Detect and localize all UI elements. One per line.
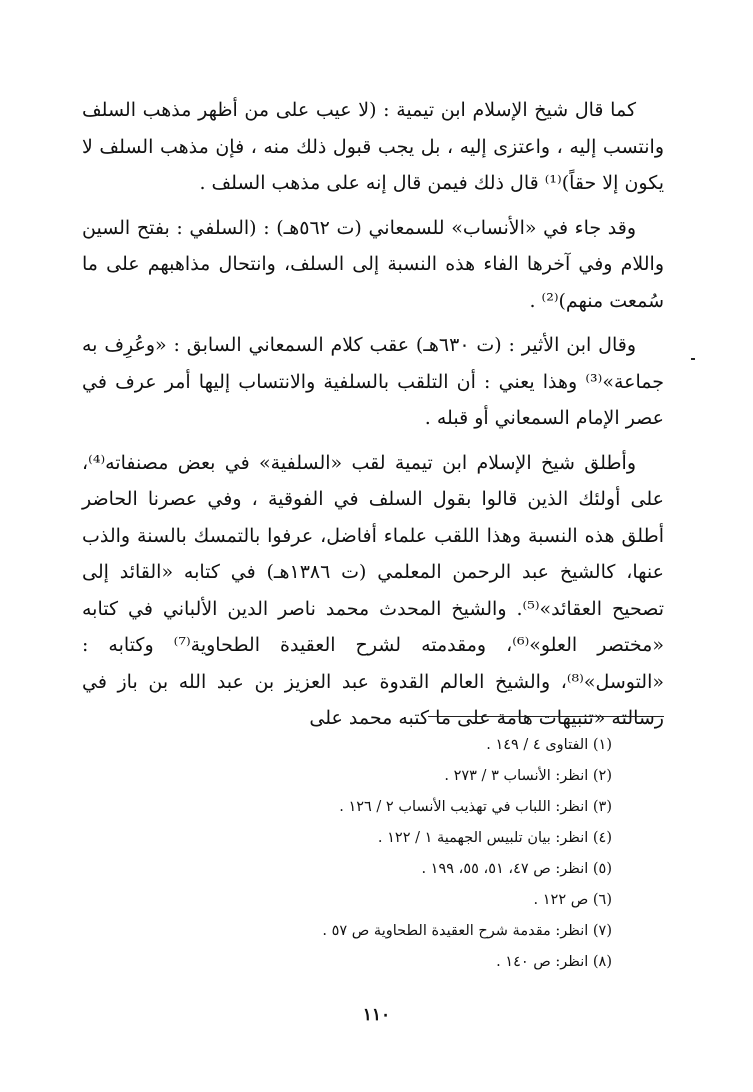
paragraph-4: وأطلق شيخ الإسلام ابن تيمية لقب «السلفية» في بعض مصنفاته⁽⁴⁾، على أولئك الذين قالوا بقول السلف في الفوقية ، وفي عصرنا الحاضر أطلق هذه النسبة وهذا اللقب علماء أفاضل، عرفوا بالتمسك بالسنة والذب عنها، كالشيخ عبد الرحمن المعلمي (ت ١٣٨٦هـ) في كتابه «القائد إلى تصحيح العقائد»⁽⁵⁾. والشيخ المحدث محمد ناصر الدين الألباني في كتابه «مختصر العلو»⁽⁶⁾، ومقدمته لشرح العقيدة الطحاوية⁽⁷⁾ وكتابه : «التوسل»⁽⁸⁾، والشيخ العالم القدوة عبد العزيز بن عبد الله بن باز في رسالته «تنبيهات هامة على ما كتبه محمد على: [82, 451, 664, 729]
page-number: ١١٠: [362, 1005, 391, 1025]
footnote-8: (٨) انظر: ص ١٤٠ .: [496, 954, 612, 970]
footnote-2: (٢) انظر: الأنساب ٣ / ٢٧٣ .: [444, 768, 612, 784]
footnote-1: (١) الفتاوى ٤ / ١٤٩ .: [486, 737, 612, 753]
footnote-4: (٤) انظر: بيان تلبيس الجهمية ١ / ١٢٢ .: [377, 830, 612, 846]
footnote-6: (٦) ص ١٢٢ .: [533, 892, 612, 908]
main-text: [82, 92, 664, 737]
paragraph-1: كما قال شيخ الإسلام ابن تيمية : (لا عيب على من أظهر مذهب السلف وانتسب إليه ، واعتزى إليه ، بل يجب قبول ذلك منه ، فإن مذهب السلف لا يكون إلا حقاً)⁽¹⁾ قال ذلك فيمن قال إنه على مذهب السلف .: [82, 99, 664, 194]
footnote-3: (٣) انظر: اللباب في تهذيب الأنساب ٢ / ١٢٦ .: [339, 799, 612, 815]
margin-mark: [691, 358, 695, 360]
paragraph-2: وقد جاء في «الأنساب» للسمعاني (ت ٥٦٢هـ) : (السلفي : بفتح السين واللام وفي آخرها الفاء هذه النسبة إلى السلف، وانتحال مذاهبهم على ما سُمعت منهم)⁽²⁾ .: [82, 216, 664, 312]
footnote-5: (٥) انظر: ص ٤٧، ٥١، ٥٥، ١٩٩ .: [421, 861, 612, 877]
footnotes: [82, 730, 612, 978]
paragraph-3: وقال ابن الأثير : (ت ٦٣٠هـ) عقب كلام السمعاني السابق : «وعُرِف به جماعة»⁽³⁾ وهذا يعني : أن التلقب بالسلفية والانتساب إليها أمر عرف في عصر الإمام السمعاني أو قبله .: [82, 334, 664, 429]
footnote-separator: [428, 716, 664, 717]
footnote-7: (٧) انظر: مقدمة شرح العقيدة الطحاوية ص ٥٧ .: [322, 923, 612, 939]
